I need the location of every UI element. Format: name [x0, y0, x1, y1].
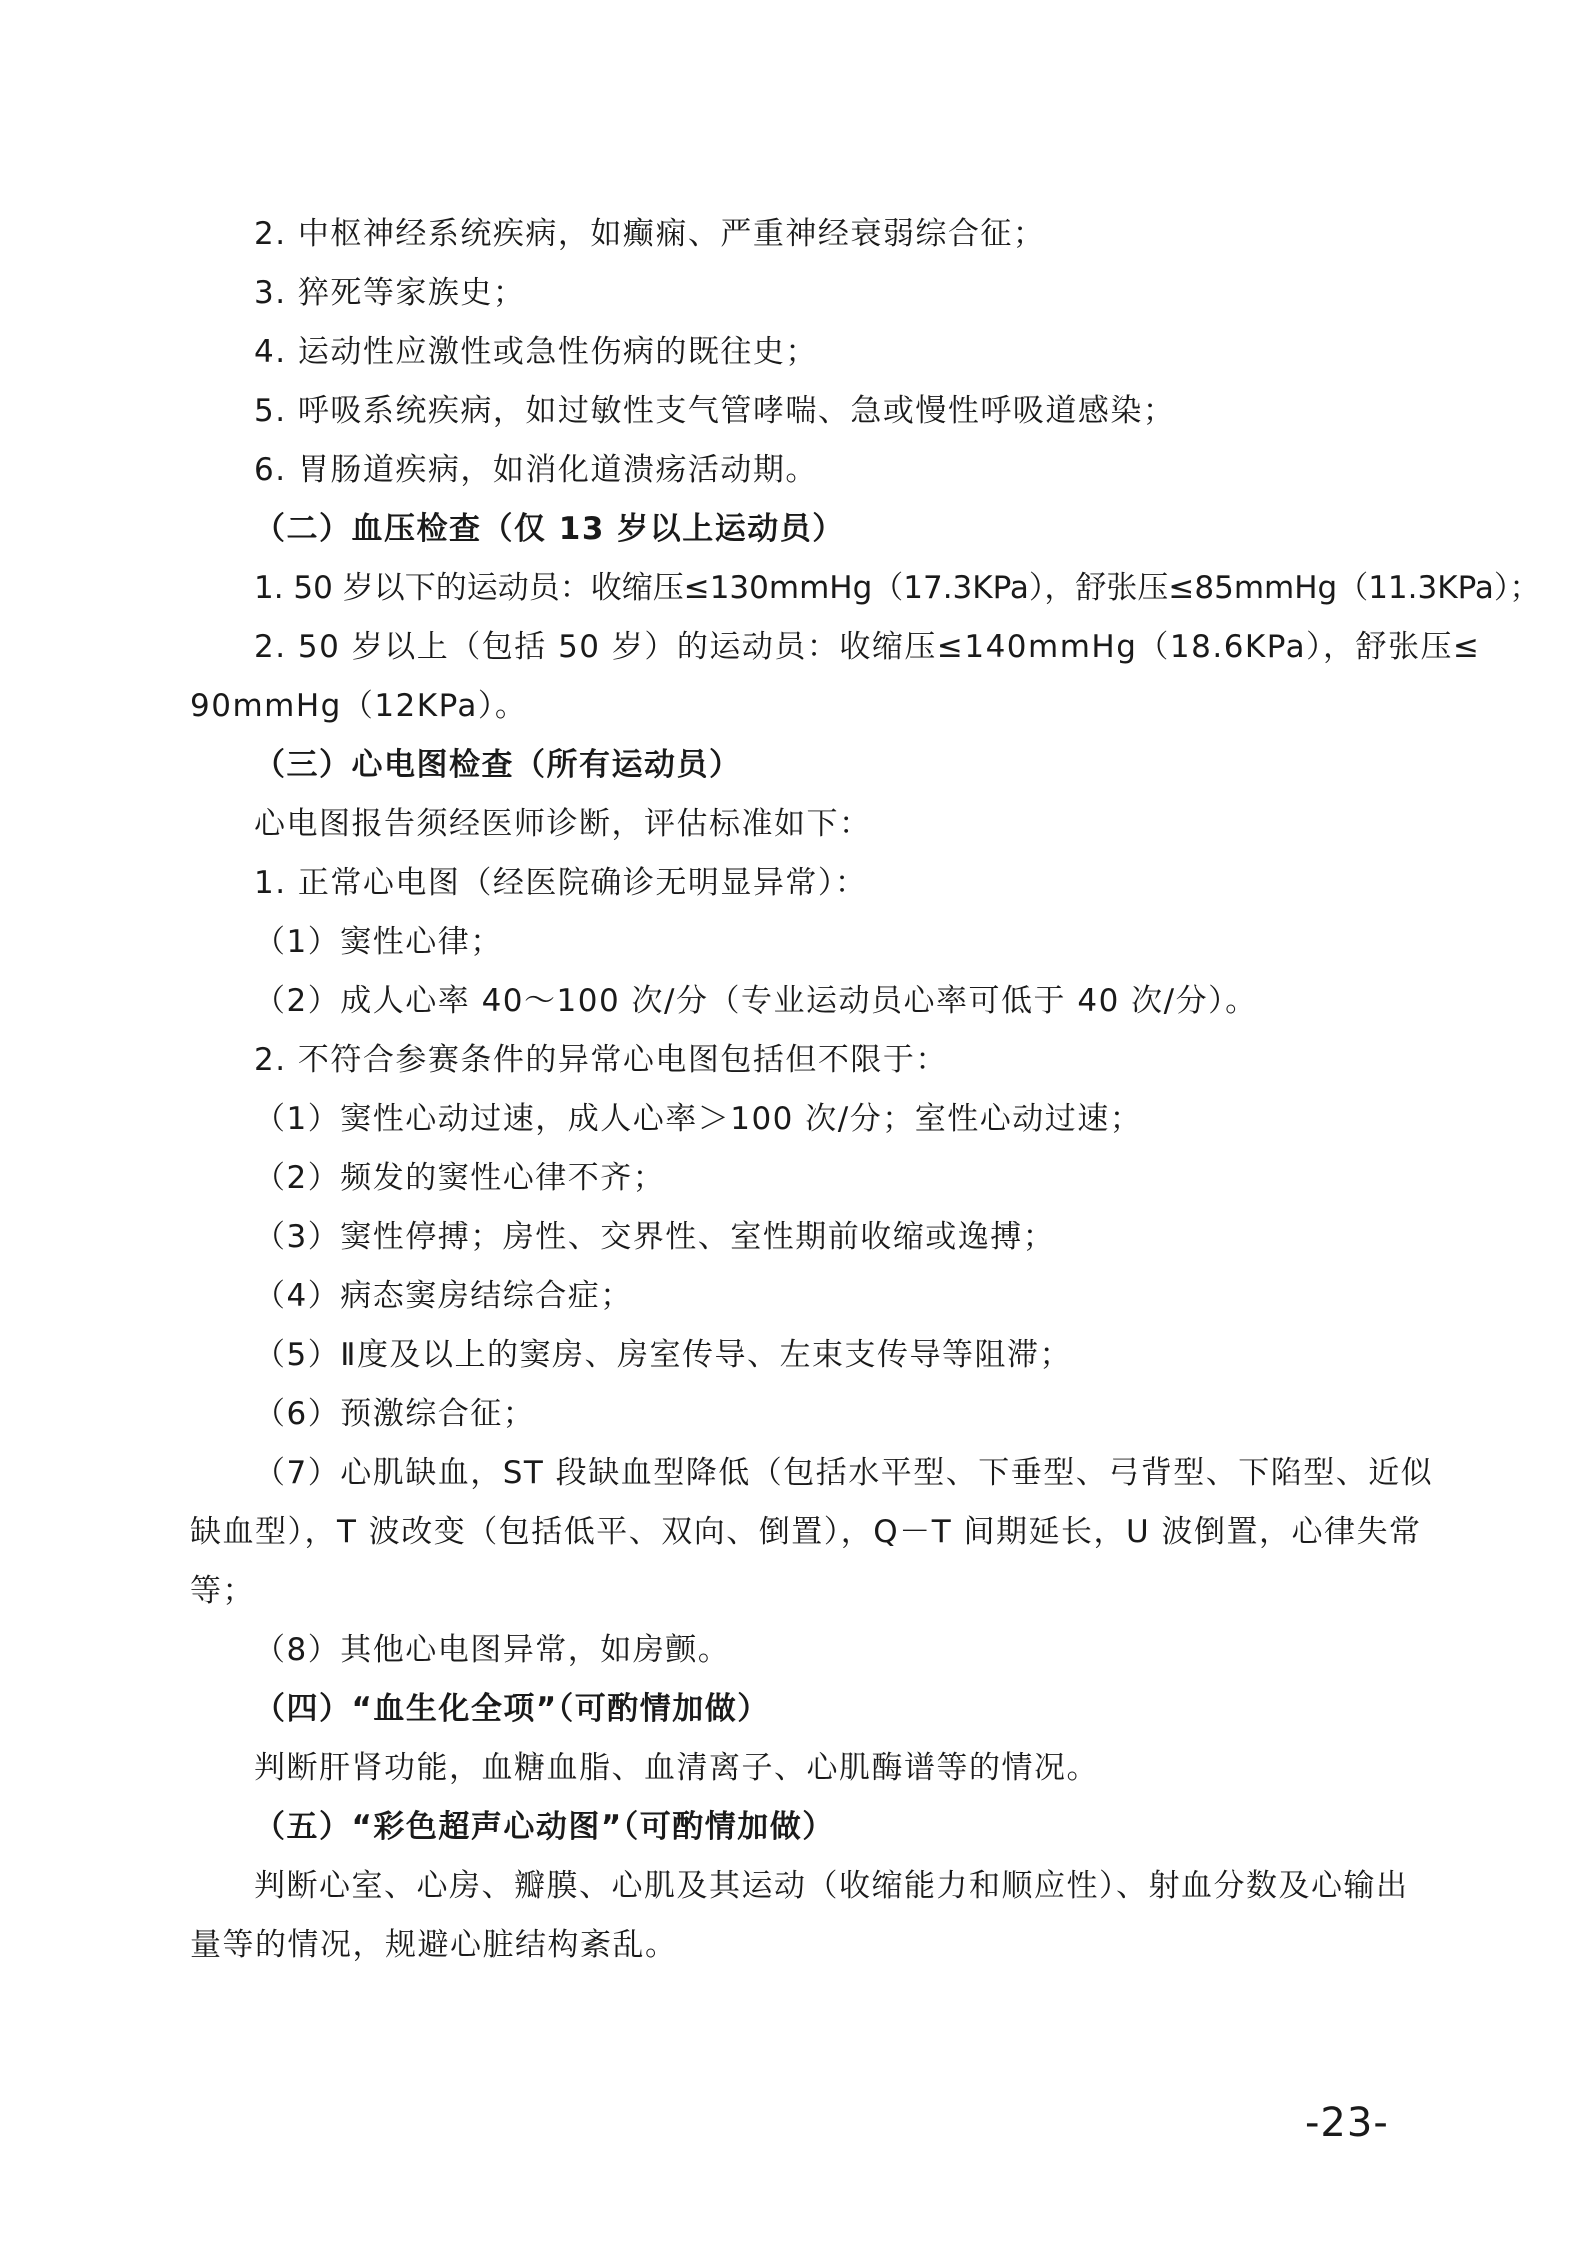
section-heading-ecg: （三）心电图检查（所有运动员）: [254, 747, 742, 783]
paragraph-continuation: 量等的情况，规避心脏结构紊乱。: [190, 1927, 678, 1963]
list-item: 5. 呼吸系统疾病，如过敏性支气管哮喘、急或慢性呼吸道感染；: [254, 393, 1176, 429]
list-item: （3）窦性停搏；房性、交界性、室性期前收缩或逸搏；: [254, 1219, 1056, 1255]
list-item: （2）成人心率 40～100 次/分（专业运动员心率可低于 40 次/分）。: [254, 983, 1258, 1019]
paragraph: 判断肝肾功能，血糖血脂、血清离子、心肌酶谱等的情况。: [254, 1750, 1099, 1786]
list-item: （8）其他心电图异常，如房颤。: [254, 1632, 731, 1668]
list-item: 2. 中枢神经系统疾病，如癫痫、严重神经衰弱综合征；: [254, 216, 1046, 252]
list-item-continuation: 90mmHg（12KPa）。: [190, 688, 528, 724]
list-item-continuation: 缺血型），T 波改变（包括低平、双向、倒置），Q－T 间期延长，U 波倒置，心律失常: [190, 1514, 1422, 1550]
list-item: 2. 不符合参赛条件的异常心电图包括但不限于：: [254, 1042, 948, 1078]
list-item: （5）Ⅱ度及以上的窦房、房室传导、左束支传导等阻滞；: [254, 1337, 1072, 1373]
list-item: 3. 猝死等家族史；: [254, 275, 526, 311]
list-item: （2）频发的窦性心律不齐；: [254, 1160, 666, 1196]
section-heading-blood-biochemistry: （四）“血生化全项”（可酌情加做）: [254, 1691, 770, 1727]
section-heading-echocardiogram: （五）“彩色超声心动图”（可酌情加做）: [254, 1809, 835, 1845]
list-item: （1）窦性心动过速，成人心率＞100 次/分；室性心动过速；: [254, 1101, 1143, 1137]
body-text: [190, 205, 1541, 1975]
list-item: 2. 50 岁以上（包括 50 岁）的运动员：收缩压≤140mmHg（18.6KPa），舒张压≤: [254, 629, 1481, 665]
list-item-continuation: 等；: [190, 1573, 255, 1609]
paragraph: 心电图报告须经医师诊断，评估标准如下：: [254, 806, 872, 842]
list-item: （6）预激综合征；: [254, 1396, 536, 1432]
list-item: 1. 正常心电图（经医院确诊无明显异常）：: [254, 865, 868, 901]
list-item: 6. 胃肠道疾病，如消化道溃疡活动期。: [254, 452, 818, 488]
list-item: （1）窦性心律；: [254, 924, 503, 960]
section-heading-blood-pressure: （二）血压检查（仅 13 岁以上运动员）: [254, 511, 845, 547]
list-item: （4）病态窦房结综合症；: [254, 1278, 633, 1314]
list-item: 1. 50 岁以下的运动员：收缩压≤130mmHg（17.3KPa），舒张压≤85mmHg（11.3KPa）；: [254, 570, 1541, 606]
paragraph: 判断心室、心房、瓣膜、心肌及其运动（收缩能力和顺应性）、射血分数及心输出: [254, 1868, 1409, 1904]
list-item: 4. 运动性应激性或急性伤病的既往史；: [254, 334, 818, 370]
list-item: （7）心肌缺血，ST 段缺血型降低（包括水平型、下垂型、弓背型、下陷型、近似: [254, 1455, 1434, 1491]
page-number: -23-: [1305, 2100, 1389, 2146]
